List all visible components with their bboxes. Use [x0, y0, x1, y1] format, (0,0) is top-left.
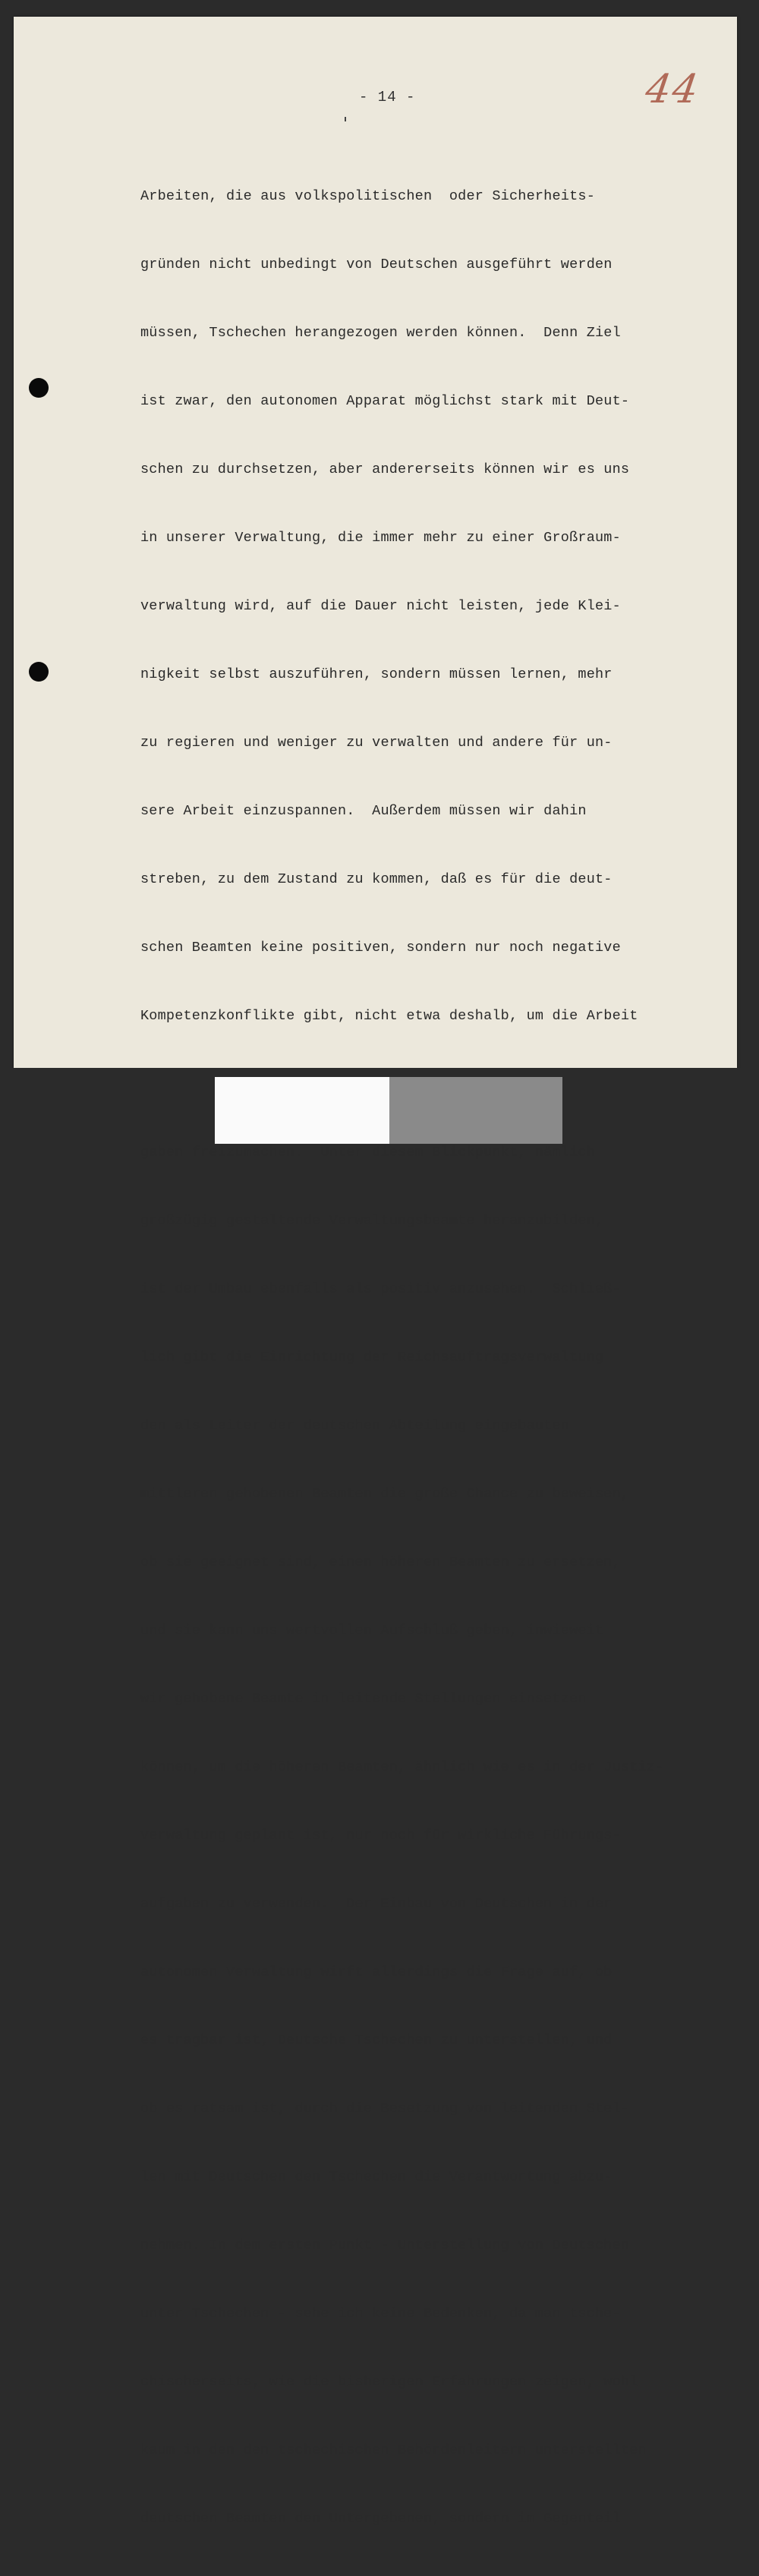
text-line: können, um die höheren Beamten, ähnlich wie es in der Justiz-	[140, 1759, 664, 1775]
text-line: kaum in den den tschechischen Behördenleitern unterstellten	[140, 2442, 647, 2458]
text-line: den als Leiter der deutschen Abteilung eingebauten	[140, 1418, 570, 1434]
white-calibration-card	[215, 1077, 389, 1144]
text-line: schen Beamten keine positiven, sondern nur noch negative	[140, 940, 621, 956]
text-line: schen zu durchsetzen, aber andererseits können wir es uns	[140, 461, 630, 477]
text-line: nigkeit selbst auszuführen, sondern müssen lernen, mehr	[140, 666, 613, 682]
text-line: in unserer Verwaltung, die immer mehr zu einer Großraum-	[140, 530, 621, 546]
text-line: autonomen Verwaltung wirft allerdings die Frage auf, ob	[140, 1964, 613, 1980]
text-line: deutschen Beamten den Untergebenen, sondern im Gegenteil	[140, 2511, 621, 2527]
text-line: wir gehobene Beamte in leitende Stellungen einsetzen	[140, 1691, 587, 1707]
text-line: müssen, Tschechen herangezogen werden können. Denn Ziel	[140, 325, 621, 341]
text-line: chischerseits, wie die bisherigen Erfahrungen zeigen, wohl	[140, 2374, 638, 2390]
text-line: streben, zu dem Zustand zu kommen, daß es für die deut-	[140, 871, 613, 887]
text-line: sere Arbeit einzuspannen. Außerdem müssen wir dahin	[140, 803, 587, 819]
text-line: len mit Deutschen den Tschechen die Verantwortung abzu-	[140, 2169, 613, 2185]
text-line: und sie kann uns wertvollen Aufschluß geben, inwieweit	[140, 1623, 604, 1639]
text-line: ist zwar, den autonomen Apparat möglichst stark mit Deut-	[140, 393, 630, 409]
text-line: verwaltung wird, auf die Dauer nicht leisten, jede Klei-	[140, 598, 621, 614]
text-line: aufgaben zu verwenden. Der Einbau von Deutschen in der	[140, 1896, 613, 1912]
text-line: Arbeiten, die aus volkspolitischen oder Sicherheits-	[140, 188, 595, 204]
tick-mark	[345, 117, 346, 121]
body-text	[140, 140, 717, 2576]
text-line: ob es ratsam ist, durch die Besetzung von leitenden Stel-	[140, 2101, 630, 2117]
text-line: mittleren gehobenen Beamten die große Chance zu beweisen,	[140, 1486, 630, 1502]
document-page	[14, 17, 737, 2527]
text-line: Kompetenzkonflikte gibt, nicht etwa deshalb, um die Arbeit	[140, 1008, 638, 1024]
text-line: lich gibt die Einrichtung der Reichsauftragsverwaltung	[140, 1349, 604, 1365]
text-line: ob sie geeignet sind, einen höheren Beamten zu ersetzen,	[140, 1554, 621, 1570]
text-line: großzügig gestaltende Verwaltungsbeamte heranzubilden,	[140, 1213, 604, 1229]
page-number: - 14 -	[359, 89, 416, 105]
gray-calibration-card	[389, 1077, 562, 1144]
text-line: ist der Umbau ebenfalls als positiv anzusehen. Schließ-	[140, 1281, 621, 1297]
text-line: unter Tschechen - sehe ich keine Bedenken, da man tsche-	[140, 2306, 621, 2322]
text-line: zu regieren und weniger zu verwalten und andere für un-	[140, 735, 613, 751]
archive-number: 44	[642, 67, 703, 112]
text-line: gaben freizumachen. Unter diesem Blickpunkt, nämlich	[140, 1145, 595, 1160]
punch-hole	[29, 378, 49, 398]
text-line: nehmen. In dem ersten Punkt - Unterstellung von Deutschen	[140, 2237, 630, 2253]
text-line: es tragbar ist, Deutsche Tschechen zu unterstellen, und	[140, 2033, 613, 2049]
text-line: verwaltung geplant ist, nur noch für wirkliche Führungs-	[140, 1828, 621, 1844]
text-line: gründen nicht unbedingt von Deutschen ausgeführt werden	[140, 257, 613, 272]
punch-hole	[29, 662, 49, 682]
